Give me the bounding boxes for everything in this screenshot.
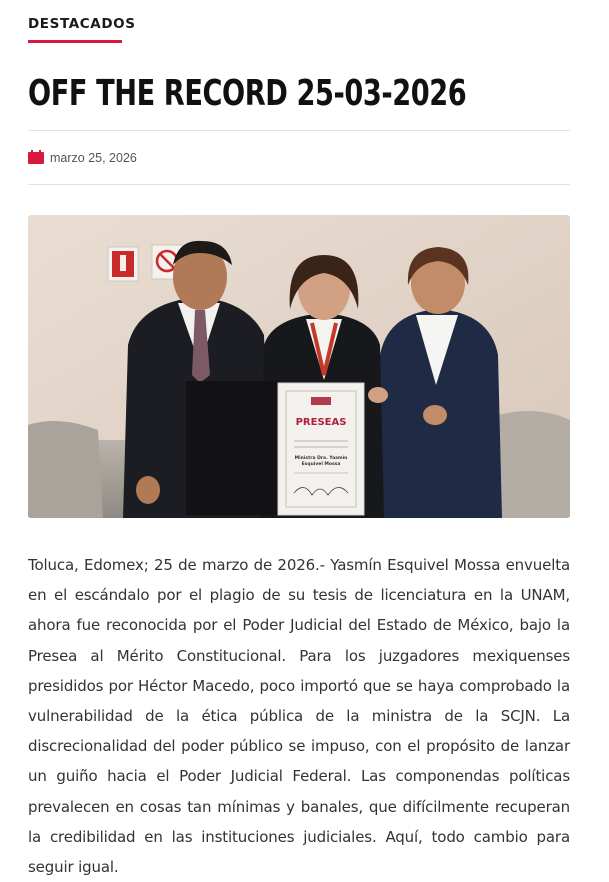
publish-date: marzo 25, 2026	[50, 150, 137, 165]
article	[28, 0, 570, 882]
fire-extinguisher-sign-icon	[108, 247, 138, 281]
calendar-icon	[28, 150, 44, 164]
certificate-heading: PRESEAS	[295, 417, 347, 428]
certificate-name-line-2: Esquivel Mossa	[301, 462, 341, 467]
certificate-name-line-1: Ministra Dra. Yasmín	[294, 456, 348, 461]
divider-bottom	[28, 184, 570, 185]
article-photo	[28, 215, 570, 518]
certificate	[186, 381, 388, 515]
article-body: Toluca, Edomex; 25 de marzo de 2026.- Yasmín Esquivel Mossa envuelta en el escándalo por el plagio de su tesis de licenciatura en la UNAM, ahora fue reconocida por el Poder Judicial del Estado de México, bajo la Presea al Mérito Constitucional. Para los juzgadores mexiquenses presididos por Héctor Macedo, poco importó que se haya comprobado la vulnerabilidad de la ética pública de la ministra de la SCJN. La discrecionalidad del poder público se impuso, con el propósito de lanzar un guiño hacia el Poder Judicial Federal. Las componendas políticas prevalecen en cosas tan mínimas y banales, que difícilmente recuperan la credibilidad en las instituciones judiciales. Aquí, todo cambio para seguir igual.	[28, 556, 570, 877]
category-link[interactable]: DESTACADOS	[28, 16, 136, 32]
category-underline	[28, 40, 122, 43]
article-meta	[28, 131, 570, 184]
article-title: OFF THE RECORD 25-03-2026	[28, 73, 467, 114]
category-section	[28, 0, 570, 44]
